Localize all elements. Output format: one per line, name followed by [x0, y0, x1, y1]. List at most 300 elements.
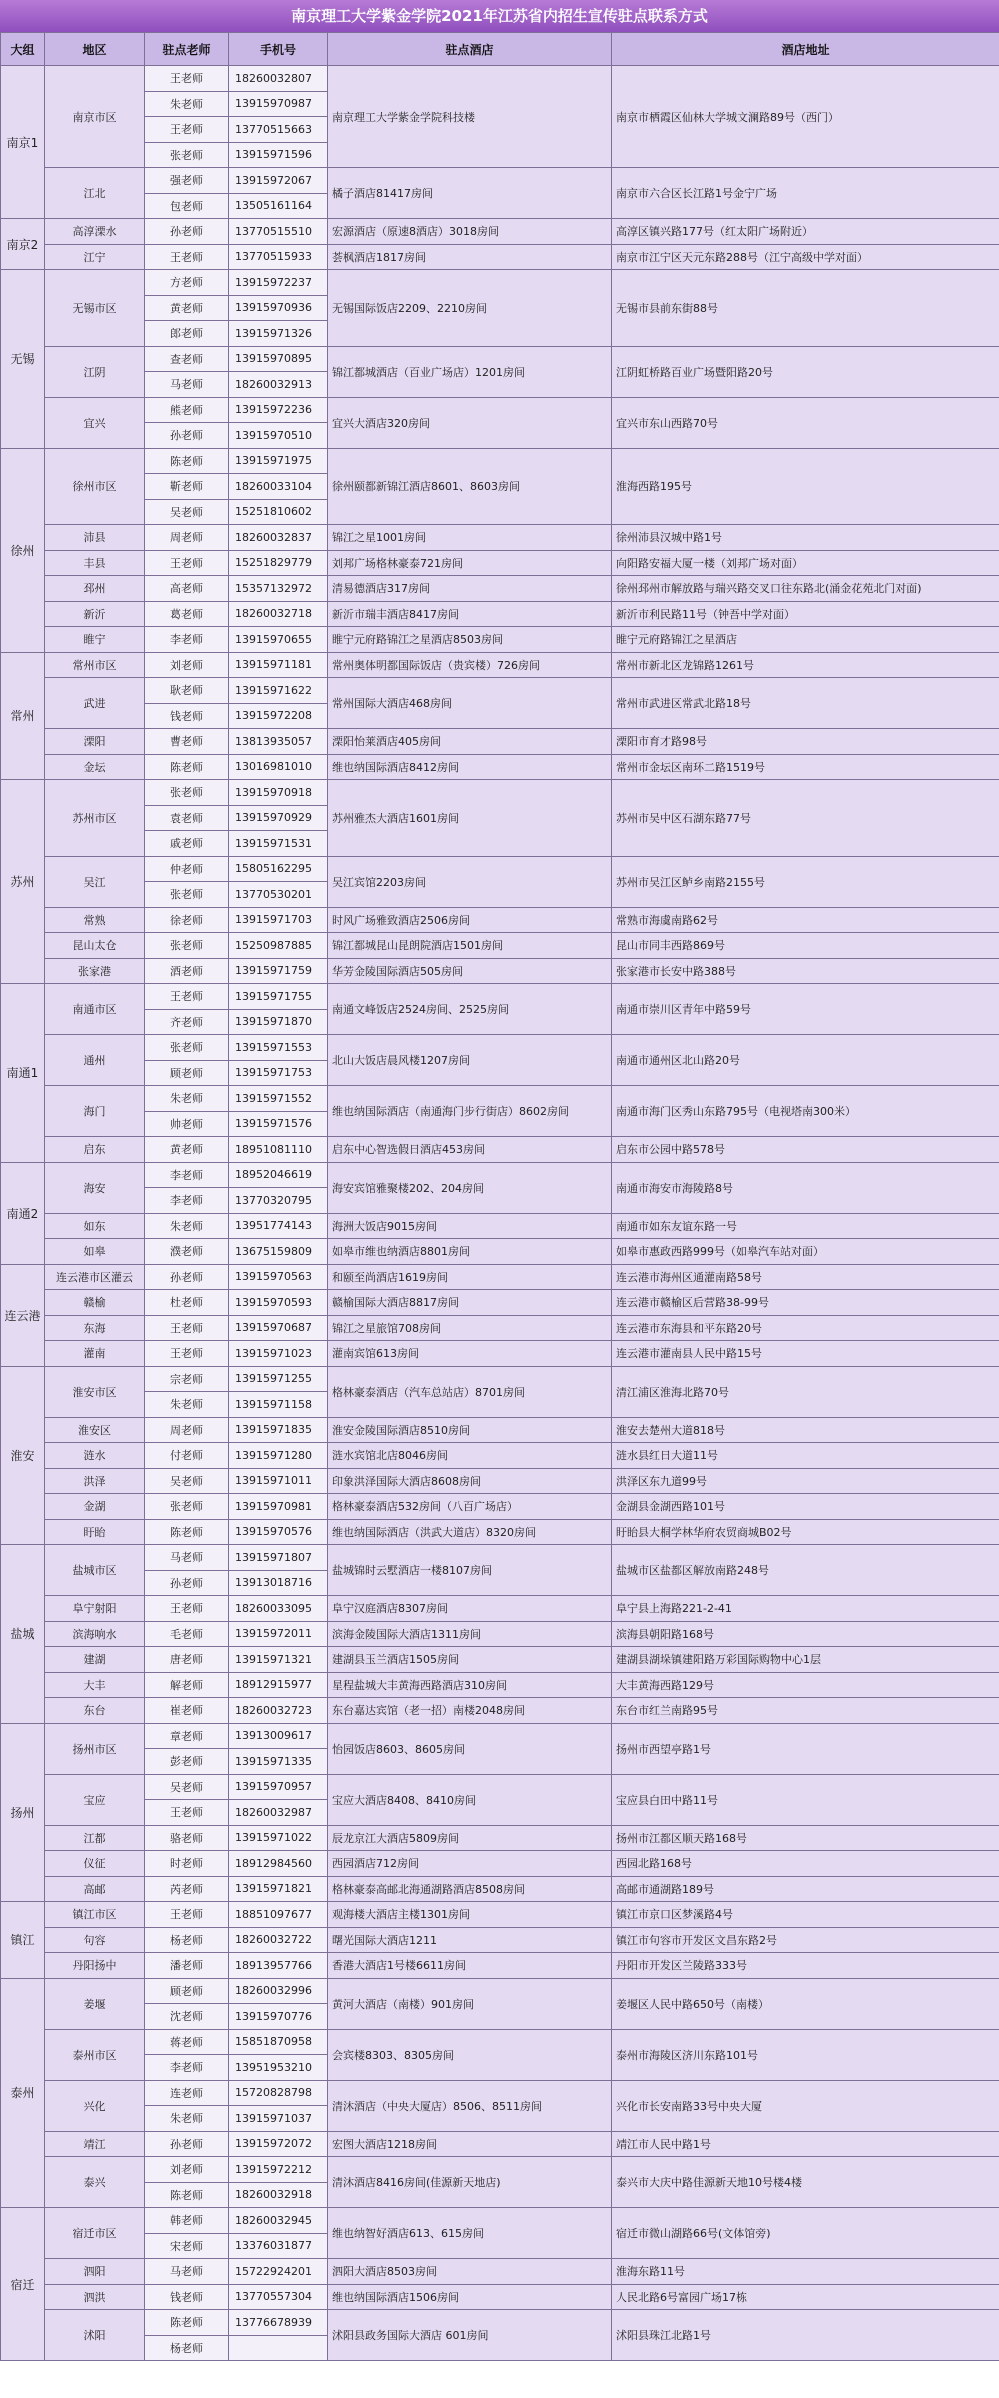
phone-cell: 13915970987 — [229, 91, 328, 117]
table-row — [1, 984, 999, 1010]
table-row — [1, 1978, 999, 2004]
table-row — [1, 1468, 999, 1494]
phone-cell: 13915971158 — [229, 1392, 328, 1418]
area-cell: 宜兴 — [45, 397, 145, 448]
area-cell: 新沂 — [45, 601, 145, 627]
phone-cell: 18260032723 — [229, 1698, 328, 1724]
phone-cell: 13915972212 — [229, 2157, 328, 2183]
address-cell: 连云港市灌南县人民中路15号 — [612, 1341, 999, 1367]
teacher-cell: 沈老师 — [145, 2004, 229, 2030]
teacher-cell: 朱老师 — [145, 1086, 229, 1112]
teacher-cell: 陈老师 — [145, 2182, 229, 2208]
phone-cell: 18260032945 — [229, 2208, 328, 2234]
hotel-cell: 刘邦广场格林豪泰721房间 — [328, 550, 612, 576]
teacher-cell: 孙老师 — [145, 2131, 229, 2157]
hotel-cell: 沭阳县政务国际大酒店 601房间 — [328, 2310, 612, 2361]
area-cell: 南京市区 — [45, 66, 145, 168]
table-row — [1, 1672, 999, 1698]
hotel-cell: 维也纳国际酒店1506房间 — [328, 2284, 612, 2310]
table-row — [1, 754, 999, 780]
teacher-cell: 张老师 — [145, 142, 229, 168]
region-cell: 泰州 — [1, 1978, 45, 2208]
teacher-cell: 高老师 — [145, 576, 229, 602]
phone-cell: 13915971596 — [229, 142, 328, 168]
teacher-cell: 骆老师 — [145, 1825, 229, 1851]
teacher-cell: 方老师 — [145, 270, 229, 296]
address-cell: 淮安去楚州大道818号 — [612, 1417, 999, 1443]
area-cell: 常州市区 — [45, 652, 145, 678]
hotel-cell: 锦江都城昆山昆朗院酒店1501房间 — [328, 933, 612, 959]
phone-cell: 13915972208 — [229, 703, 328, 729]
hotel-cell: 启东中心智选假日酒店453房间 — [328, 1137, 612, 1163]
teacher-cell: 孙老师 — [145, 1264, 229, 1290]
phone-cell: 13915971321 — [229, 1647, 328, 1673]
hotel-cell: 南京理工大学紫金学院科技楼 — [328, 66, 612, 168]
phone-cell: 13915971703 — [229, 907, 328, 933]
phone-cell: 13770515663 — [229, 117, 328, 143]
phone-cell: 13915971835 — [229, 1417, 328, 1443]
teacher-cell: 宗老师 — [145, 1366, 229, 1392]
address-cell: 常州市武进区常武北路18号 — [612, 678, 999, 729]
address-cell: 徐州沛县汉城中路1号 — [612, 525, 999, 551]
area-cell: 泗洪 — [45, 2284, 145, 2310]
teacher-cell: 齐老师 — [145, 1009, 229, 1035]
teacher-cell: 杜老师 — [145, 1290, 229, 1316]
hotel-cell: 常州奥体明都国际饭店（贵宾楼）726房间 — [328, 652, 612, 678]
phone-cell: 13915970510 — [229, 423, 328, 449]
hotel-cell: 锦江都城酒店（百业广场店）1201房间 — [328, 346, 612, 397]
phone-cell: 13915971975 — [229, 448, 328, 474]
table-row — [1, 856, 999, 882]
area-cell: 如皋 — [45, 1239, 145, 1265]
teacher-cell: 朱老师 — [145, 1213, 229, 1239]
contact-table — [0, 32, 999, 2361]
teacher-cell: 黄老师 — [145, 295, 229, 321]
area-cell: 盐城市区 — [45, 1545, 145, 1596]
address-cell: 涟水县红日大道11号 — [612, 1443, 999, 1469]
teacher-cell: 章老师 — [145, 1723, 229, 1749]
table-row — [1, 244, 999, 270]
table-row — [1, 270, 999, 296]
hotel-cell: 橘子酒店81417房间 — [328, 168, 612, 219]
phone-cell: 13915970593 — [229, 1290, 328, 1316]
teacher-cell: 张老师 — [145, 1494, 229, 1520]
address-cell: 姜堰区人民中路650号（南楼） — [612, 1978, 999, 2029]
table-row — [1, 1417, 999, 1443]
area-cell: 滨海响水 — [45, 1621, 145, 1647]
area-cell: 溧阳 — [45, 729, 145, 755]
area-cell: 徐州市区 — [45, 448, 145, 525]
phone-cell: 18851097677 — [229, 1902, 328, 1928]
table-row — [1, 1545, 999, 1571]
area-cell: 如东 — [45, 1213, 145, 1239]
teacher-cell: 潘老师 — [145, 1953, 229, 1979]
teacher-cell: 徐老师 — [145, 907, 229, 933]
address-cell: 泰兴市大庆中路佳源新天地10号楼4楼 — [612, 2157, 999, 2208]
address-cell: 南通市通州区北山路20号 — [612, 1035, 999, 1086]
hotel-cell: 建湖县玉兰酒店1505房间 — [328, 1647, 612, 1673]
address-cell: 洪泽区东九道99号 — [612, 1468, 999, 1494]
area-cell: 连云港市区灌云 — [45, 1264, 145, 1290]
hotel-cell: 灌南宾馆613房间 — [328, 1341, 612, 1367]
teacher-cell: 马老师 — [145, 2259, 229, 2285]
table-row — [1, 1851, 999, 1877]
table-row — [1, 780, 999, 806]
table-row — [1, 1443, 999, 1469]
table-row — [1, 1876, 999, 1902]
address-cell: 宜兴市东山西路70号 — [612, 397, 999, 448]
phone-cell: 13915970957 — [229, 1774, 328, 1800]
phone-cell: 13915970655 — [229, 627, 328, 653]
area-cell: 泰州市区 — [45, 2029, 145, 2080]
area-cell: 宿迁市区 — [45, 2208, 145, 2259]
hotel-cell: 荟枫酒店1817房间 — [328, 244, 612, 270]
phone-cell: 18913957766 — [229, 1953, 328, 1979]
table-row — [1, 1137, 999, 1163]
teacher-cell: 孙老师 — [145, 423, 229, 449]
phone-cell: 13915970981 — [229, 1494, 328, 1520]
teacher-cell: 刘老师 — [145, 2157, 229, 2183]
hotel-cell: 海洲大饭店9015房间 — [328, 1213, 612, 1239]
hotel-cell: 阜宁汉庭酒店8307房间 — [328, 1596, 612, 1622]
phone-cell: 18912984560 — [229, 1851, 328, 1877]
phone-cell: 13813935057 — [229, 729, 328, 755]
hotel-cell: 新沂市瑞丰酒店8417房间 — [328, 601, 612, 627]
phone-cell: 13915971807 — [229, 1545, 328, 1571]
teacher-cell: 马老师 — [145, 372, 229, 398]
table-row — [1, 1290, 999, 1316]
area-cell: 邳州 — [45, 576, 145, 602]
address-cell: 镇江市京口区梦溪路4号 — [612, 1902, 999, 1928]
area-cell: 仪征 — [45, 1851, 145, 1877]
area-cell: 盱眙 — [45, 1519, 145, 1545]
phone-cell: 13915971280 — [229, 1443, 328, 1469]
address-cell: 扬州市江都区顺天路168号 — [612, 1825, 999, 1851]
region-cell: 淮安 — [1, 1366, 45, 1545]
phone-cell: 18260032987 — [229, 1800, 328, 1826]
hotel-cell: 海安宾馆雅聚楼202、204房间 — [328, 1162, 612, 1213]
phone-cell: 13505161164 — [229, 193, 328, 219]
address-cell: 无锡市县前东街88号 — [612, 270, 999, 347]
table-row — [1, 1621, 999, 1647]
address-cell: 新沂市利民路11号（钟吾中学对面） — [612, 601, 999, 627]
hotel-cell: 怡园饭店8603、8605房间 — [328, 1723, 612, 1774]
address-cell: 丹阳市开发区兰陵路333号 — [612, 1953, 999, 1979]
table-row — [1, 907, 999, 933]
hotel-cell: 格林豪泰酒店532房间（八百广场店） — [328, 1494, 612, 1520]
phone-cell: 13915972072 — [229, 2131, 328, 2157]
address-cell: 江阴虹桥路百业广场暨阳路20号 — [612, 346, 999, 397]
header-hotel: 驻点酒店 — [328, 33, 612, 66]
phone-cell: 13915971022 — [229, 1825, 328, 1851]
phone-cell: 18260032913 — [229, 372, 328, 398]
region-cell: 南京2 — [1, 219, 45, 270]
address-cell: 滨海县朝阳路168号 — [612, 1621, 999, 1647]
hotel-cell: 吴江宾馆2203房间 — [328, 856, 612, 907]
teacher-cell: 李老师 — [145, 1188, 229, 1214]
area-cell: 洪泽 — [45, 1468, 145, 1494]
teacher-cell: 仲老师 — [145, 856, 229, 882]
address-cell: 南通市如东友谊东路一号 — [612, 1213, 999, 1239]
area-cell: 沭阳 — [45, 2310, 145, 2361]
phone-cell: 13915971023 — [229, 1341, 328, 1367]
hotel-cell: 维也纳国际酒店8412房间 — [328, 754, 612, 780]
teacher-cell: 王老师 — [145, 550, 229, 576]
hotel-cell: 徐州颐都新锦江酒店8601、8603房间 — [328, 448, 612, 525]
hotel-cell: 格林豪泰高邮北海通湖路酒店8508房间 — [328, 1876, 612, 1902]
phone-cell: 13915970563 — [229, 1264, 328, 1290]
hotel-cell: 东台嘉达宾馆（老一招）南楼2048房间 — [328, 1698, 612, 1724]
area-cell: 东台 — [45, 1698, 145, 1724]
phone-cell: 18260032722 — [229, 1927, 328, 1953]
address-cell: 大丰黄海西路129号 — [612, 1672, 999, 1698]
phone-cell: 13770515933 — [229, 244, 328, 270]
table-row — [1, 1596, 999, 1622]
teacher-cell: 陈老师 — [145, 754, 229, 780]
phone-cell: 18260033104 — [229, 474, 328, 500]
address-cell: 连云港市海州区通灌南路58号 — [612, 1264, 999, 1290]
teacher-cell: 宋老师 — [145, 2233, 229, 2259]
table-row — [1, 958, 999, 984]
region-cell: 南通2 — [1, 1162, 45, 1264]
table-row — [1, 2080, 999, 2106]
address-cell: 淮海西路195号 — [612, 448, 999, 525]
address-cell: 常州市新北区龙锦路1261号 — [612, 652, 999, 678]
phone-cell: 13915971755 — [229, 984, 328, 1010]
hotel-cell: 宏图大酒店1218房间 — [328, 2131, 612, 2157]
phone-cell: 13915970929 — [229, 805, 328, 831]
teacher-cell: 彭老师 — [145, 1749, 229, 1775]
table-row — [1, 2029, 999, 2055]
teacher-cell: 连老师 — [145, 2080, 229, 2106]
table-row — [1, 1774, 999, 1800]
hotel-cell: 西园酒店712房间 — [328, 1851, 612, 1877]
area-cell: 江都 — [45, 1825, 145, 1851]
area-cell: 靖江 — [45, 2131, 145, 2157]
table-row — [1, 601, 999, 627]
teacher-cell: 曹老师 — [145, 729, 229, 755]
table-row — [1, 525, 999, 551]
table-row — [1, 2208, 999, 2234]
area-cell: 吴江 — [45, 856, 145, 907]
area-cell: 启东 — [45, 1137, 145, 1163]
hotel-cell: 宝应大酒店8408、8410房间 — [328, 1774, 612, 1825]
teacher-cell: 毛老师 — [145, 1621, 229, 1647]
teacher-cell: 王老师 — [145, 244, 229, 270]
hotel-cell: 黄河大酒店（南楼）901房间 — [328, 1978, 612, 2029]
area-cell: 涟水 — [45, 1443, 145, 1469]
teacher-cell: 蒋老师 — [145, 2029, 229, 2055]
hotel-cell: 盐城锦时云墅酒店一楼8107房间 — [328, 1545, 612, 1596]
area-cell: 淮安区 — [45, 1417, 145, 1443]
region-cell: 徐州 — [1, 448, 45, 652]
hotel-cell: 格林豪泰酒店（汽车总站店）8701房间 — [328, 1366, 612, 1417]
area-cell: 镇江市区 — [45, 1902, 145, 1928]
teacher-cell: 崔老师 — [145, 1698, 229, 1724]
teacher-cell: 黄老师 — [145, 1137, 229, 1163]
phone-cell: 18260033095 — [229, 1596, 328, 1622]
address-cell: 常州市金坛区南环二路1519号 — [612, 754, 999, 780]
teacher-cell: 李老师 — [145, 2055, 229, 2081]
area-cell: 无锡市区 — [45, 270, 145, 347]
address-cell: 扬州市西望亭路1号 — [612, 1723, 999, 1774]
teacher-cell: 韩老师 — [145, 2208, 229, 2234]
table-row — [1, 1927, 999, 1953]
area-cell: 大丰 — [45, 1672, 145, 1698]
teacher-cell: 郎老师 — [145, 321, 229, 347]
phone-cell: 13915971622 — [229, 678, 328, 704]
hotel-cell: 无锡国际饭店2209、2210房间 — [328, 270, 612, 347]
hotel-cell: 辰龙京江大酒店5809房间 — [328, 1825, 612, 1851]
phone-cell: 18260032807 — [229, 66, 328, 92]
phone-cell: 13915971552 — [229, 1086, 328, 1112]
teacher-cell: 张老师 — [145, 780, 229, 806]
header-address: 酒店地址 — [612, 33, 999, 66]
area-cell: 海门 — [45, 1086, 145, 1137]
hotel-cell: 华芳金陵国际酒店505房间 — [328, 958, 612, 984]
hotel-cell: 曙光国际大酒店1211 — [328, 1927, 612, 1953]
hotel-cell: 和颐至尚酒店1619房间 — [328, 1264, 612, 1290]
area-cell: 宝应 — [45, 1774, 145, 1825]
teacher-cell: 王老师 — [145, 1596, 229, 1622]
table-row — [1, 652, 999, 678]
teacher-cell: 朱老师 — [145, 2106, 229, 2132]
address-cell: 溧阳市育才路98号 — [612, 729, 999, 755]
area-cell: 江阴 — [45, 346, 145, 397]
table-row — [1, 448, 999, 474]
table-row — [1, 627, 999, 653]
region-cell: 扬州 — [1, 1723, 45, 1902]
phone-cell: 13915971759 — [229, 958, 328, 984]
table-row — [1, 1264, 999, 1290]
phone-cell: 15720828798 — [229, 2080, 328, 2106]
phone-cell: 13951953210 — [229, 2055, 328, 2081]
address-cell: 金湖县金湖西路101号 — [612, 1494, 999, 1520]
table-row — [1, 1698, 999, 1724]
table-row — [1, 1723, 999, 1749]
table-row — [1, 397, 999, 423]
address-cell: 向阳路安福大厦一楼（刘邦广场对面） — [612, 550, 999, 576]
hotel-cell: 北山大饭店晨风楼1207房间 — [328, 1035, 612, 1086]
phone-cell: 13770320795 — [229, 1188, 328, 1214]
phone-cell: 18260032996 — [229, 1978, 328, 2004]
address-cell: 宝应县白田中路11号 — [612, 1774, 999, 1825]
hotel-cell: 如皋市维也纳酒店8801房间 — [328, 1239, 612, 1265]
teacher-cell: 王老师 — [145, 1341, 229, 1367]
address-cell: 盱眙县大桐学林华府农贸商城B02号 — [612, 1519, 999, 1545]
area-cell: 金坛 — [45, 754, 145, 780]
teacher-cell: 顾老师 — [145, 1060, 229, 1086]
teacher-cell: 芮老师 — [145, 1876, 229, 1902]
hotel-cell: 维也纳国际酒店（洪武大道店）8320房间 — [328, 1519, 612, 1545]
phone-cell: 15722924201 — [229, 2259, 328, 2285]
hotel-cell: 宏源酒店（原速8酒店）3018房间 — [328, 219, 612, 245]
address-cell: 苏州市吴中区石湖东路77号 — [612, 780, 999, 857]
phone-cell: 13770515510 — [229, 219, 328, 245]
phone-cell: 13915971576 — [229, 1111, 328, 1137]
address-cell: 启东市公园中路578号 — [612, 1137, 999, 1163]
address-cell: 西园北路168号 — [612, 1851, 999, 1877]
phone-cell: 13913018716 — [229, 1570, 328, 1596]
area-cell: 丹阳扬中 — [45, 1953, 145, 1979]
phone-cell: 13915971753 — [229, 1060, 328, 1086]
address-cell: 淮海东路11号 — [612, 2259, 999, 2285]
address-cell: 建湖县湖垛镇建阳路万彩国际购物中心1层 — [612, 1647, 999, 1673]
area-cell: 灌南 — [45, 1341, 145, 1367]
table-row — [1, 2157, 999, 2183]
hotel-cell: 印象洪泽国际大酒店8608房间 — [328, 1468, 612, 1494]
header-region: 大组 — [1, 33, 45, 66]
table-row — [1, 1902, 999, 1928]
area-cell: 睢宁 — [45, 627, 145, 653]
hotel-cell: 观海楼大酒店主楼1301房间 — [328, 1902, 612, 1928]
table-row — [1, 168, 999, 194]
table-row — [1, 66, 999, 92]
table-header-row — [1, 33, 999, 66]
address-cell: 沭阳县珠江北路1号 — [612, 2310, 999, 2361]
page-title: 南京理工大学紫金学院2021年江苏省内招生宣传驻点联系方式 — [0, 0, 999, 32]
teacher-cell: 王老师 — [145, 1800, 229, 1826]
region-cell: 苏州 — [1, 780, 45, 984]
area-cell: 赣榆 — [45, 1290, 145, 1316]
teacher-cell: 张老师 — [145, 1035, 229, 1061]
phone-cell: 13915972067 — [229, 168, 328, 194]
hotel-cell: 锦江之星1001房间 — [328, 525, 612, 551]
header-teacher: 驻点老师 — [145, 33, 229, 66]
phone-cell: 13913009617 — [229, 1723, 328, 1749]
hotel-cell: 清易德酒店317房间 — [328, 576, 612, 602]
phone-cell: 13915970936 — [229, 295, 328, 321]
phone-cell: 15357132972 — [229, 576, 328, 602]
hotel-cell: 锦江之星旅馆708房间 — [328, 1315, 612, 1341]
area-cell: 扬州市区 — [45, 1723, 145, 1774]
hotel-cell: 会宾楼8303、8305房间 — [328, 2029, 612, 2080]
phone-cell: 13915971255 — [229, 1366, 328, 1392]
phone-cell: 13915971326 — [229, 321, 328, 347]
region-cell: 连云港 — [1, 1264, 45, 1366]
teacher-cell: 朱老师 — [145, 1392, 229, 1418]
header-area: 地区 — [45, 33, 145, 66]
region-cell: 常州 — [1, 652, 45, 780]
teacher-cell: 李老师 — [145, 627, 229, 653]
phone-cell: 18260032837 — [229, 525, 328, 551]
teacher-cell: 强老师 — [145, 168, 229, 194]
hotel-cell: 维也纳智好酒店613、615房间 — [328, 2208, 612, 2259]
phone-cell: 13915971011 — [229, 1468, 328, 1494]
area-cell: 海安 — [45, 1162, 145, 1213]
table-row — [1, 2310, 999, 2336]
phone-cell: 13376031877 — [229, 2233, 328, 2259]
table-row — [1, 219, 999, 245]
phone-cell: 13915970918 — [229, 780, 328, 806]
teacher-cell: 钱老师 — [145, 703, 229, 729]
hotel-cell: 苏州雅杰大酒店1601房间 — [328, 780, 612, 857]
teacher-cell: 王老师 — [145, 984, 229, 1010]
teacher-cell: 王老师 — [145, 117, 229, 143]
address-cell: 连云港市赣榆区后营路38-99号 — [612, 1290, 999, 1316]
phone-cell: 13915971181 — [229, 652, 328, 678]
phone-cell: 13915972011 — [229, 1621, 328, 1647]
area-cell: 兴化 — [45, 2080, 145, 2131]
area-cell: 常熟 — [45, 907, 145, 933]
table-row — [1, 1494, 999, 1520]
address-cell: 南京市六合区长江路1号金宁广场 — [612, 168, 999, 219]
teacher-cell: 熊老师 — [145, 397, 229, 423]
area-cell: 淮安市区 — [45, 1366, 145, 1417]
area-cell: 高淳溧水 — [45, 219, 145, 245]
phone-cell: 15250987885 — [229, 933, 328, 959]
phone-cell: 13915971037 — [229, 2106, 328, 2132]
